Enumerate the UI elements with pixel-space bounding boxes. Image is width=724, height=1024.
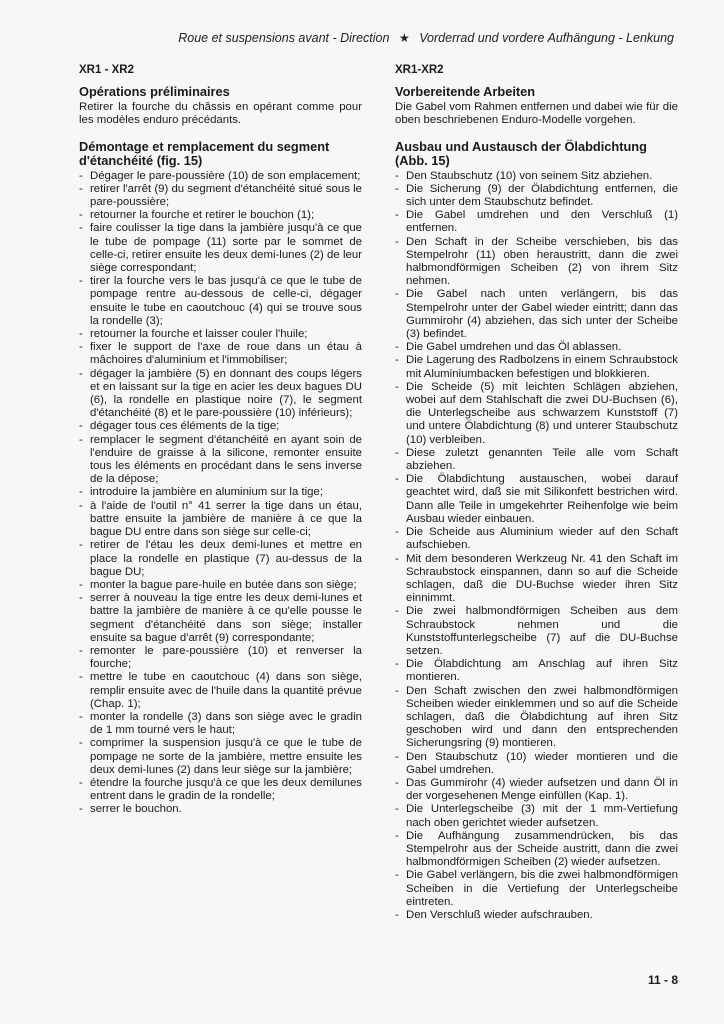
model-heading: XR1 - XR2 bbox=[79, 64, 134, 76]
list-item: - serrer à nouveau la tige entre les deux demi-lunes et battre la jambière de manière à ce qu'elle pousse le segment d'étanchéité dans son siège; installer ensuite sa bague d'arrêt (9) correspondante; bbox=[79, 592, 362, 645]
list-item: - comprimer la suspension jusqu'à ce que le tube de pompage ne sorte de la jambière, mettre ensuite les deux demi-lunes (2) dans leur siège sur la jambière; bbox=[79, 737, 362, 777]
list-item: - Die Gabel nach unten verlängern, bis das Stempelrohr unter der Gabel wieder eintritt; dann das Gummirohr (4) abziehen, das sich unter der Scheibe (3) befindet. bbox=[395, 288, 678, 341]
step-list bbox=[395, 170, 678, 923]
list-item: - dégager la jambière (5) en donnant des coups légers et en laissant sur la tige en acier les deux bagues DU (6), la rondelle en plastique noire (7), le segment d'étanchéité (8) et le pare-poussière (10) inférieurs); bbox=[79, 368, 362, 421]
section-text-preliminary: Die Gabel vom Rahmen entfernen und dabei wie für die oben beschriebenen Enduro-Modelle vorgehen. bbox=[395, 101, 678, 127]
list-item: - monter la rondelle (3) dans son siège avec le gradin de 1 mm tourné vers le haut; bbox=[79, 711, 362, 737]
section-title-dismantling: Ausbau und Austausch der Ölabdichtung (Abb. 15) bbox=[395, 138, 647, 168]
list-item: - introduire la jambière en aluminium sur la tige; bbox=[79, 486, 362, 499]
list-item: - Den Staubschutz (10) wieder montieren und die Gabel umdrehen. bbox=[395, 751, 678, 777]
list-item: - Die Ölabdichtung am Anschlag auf ihren Sitz montieren. bbox=[395, 658, 678, 684]
list-item: - Den Schaft zwischen den zwei halbmondförmigen Scheiben wieder einklemmen und so auf die Scheide schlagen, daß die Ölabdichtung auf ihren Sitz geschoben wird und dann den entsprechenden Sicherungsring (9) montieren. bbox=[395, 685, 678, 751]
list-item: - retourner la fourche et retirer le bouchon (1); bbox=[79, 209, 362, 222]
list-item: - Den Staubschutz (10) von seinem Sitz abziehen. bbox=[395, 170, 678, 183]
list-item: - Die Scheide (5) mit leichten Schlägen abziehen, wobei auf dem Stahlschaft die zwei DU-Buchsen (6), die Unterlegscheibe aus schwarzem Kunststoff (7) und untere Ölabdichtung (8) und unterer Staubschutz (10) verbleiben. bbox=[395, 381, 678, 447]
star-separator-icon: ★ bbox=[398, 31, 410, 45]
list-item: - Dégager le pare-poussière (10) de son emplacement; bbox=[79, 170, 362, 183]
list-item: - Die Gabel verlängern, bis die zwei halbmondförmigen Scheiben in die Vertiefung der Unterlegscheibe eintreten. bbox=[395, 869, 678, 909]
list-item: - serrer le bouchon. bbox=[79, 803, 362, 816]
list-item: - Das Gummirohr (4) wieder aufsetzen und dann Öl in der vorgesehenen Menge einfüllen (Kap. 1). bbox=[395, 777, 678, 803]
list-item: - à l'aide de l'outil n° 41 serrer la tige dans un étau, battre ensuite la jambière de manière à ce que la bague DU entre dans son siège sur celle-ci; bbox=[79, 500, 362, 540]
list-item: - fixer le support de l'axe de roue dans un étau à mâchoires d'aluminium et l'immobiliser; bbox=[79, 341, 362, 367]
list-item: - Den Verschluß wieder aufschrauben. bbox=[395, 909, 678, 922]
list-item: - Mit dem besonderen Werkzeug Nr. 41 den Schaft im Schraubstock einspannen, dann so auf die Scheide schlagen, daß die DU-Buchse wieder ihren Sitz einnimmt. bbox=[395, 553, 678, 606]
page-number: 11 - 8 bbox=[647, 973, 678, 987]
section-title-dismantling: Démontage et remplacement du segment d'étanchéité (fig. 15) bbox=[79, 138, 330, 168]
list-item: - retourner la fourche et laisser couler l'huile; bbox=[79, 328, 362, 341]
list-item: - mettre le tube en caoutchouc (4) dans son siège, remplir ensuite avec de l'huile dans la quantité prévue (Chap. 1); bbox=[79, 671, 362, 711]
list-item: - Die Unterlegscheibe (3) mit der 1 mm-Vertiefung nach oben gerichtet wieder aufsetzen. bbox=[395, 803, 678, 829]
list-item: - monter la bague pare-huile en butée dans son siège; bbox=[79, 579, 362, 592]
section-text-preliminary: Retirer la fourche du châssis en opérant comme pour les modèles enduro précédants. bbox=[79, 101, 362, 127]
list-item: - Die Aufhängung zusammendrücken, bis das Stempelrohr aus der Scheide austritt, dann die zwei halbmondförmigen Scheiben (2) wieder aufsetzen. bbox=[395, 830, 678, 870]
list-item: - Die Ölabdichtung austauschen, wobei darauf geachtet wird, daß sie mit Silikonfett bestrichen wird. Dann alle Teile in umgekehrter Reihenfolge wie beim Ausbau wieder einbauen. bbox=[395, 473, 678, 526]
list-item: - remplacer le segment d'étanchéité en ayant soin de l'enduire de graisse à la silicone, remonter ensuite tous les éléments en procédant dans le sens inverse de la dépose; bbox=[79, 434, 362, 487]
section-title-preliminary: Opérations préliminaires bbox=[79, 84, 230, 100]
french-column bbox=[79, 64, 362, 817]
list-item: - faire coulisser la tige dans la jambière jusqu'à ce que le tube de pompage (11) sorte par le sommet de celle-ci, retirer ensuite les deux demi-lunes (2) de leur siège correspondant; bbox=[79, 222, 362, 275]
header-left: Roue et suspensions avant - Direction bbox=[178, 31, 390, 45]
list-item: - Die Sicherung (9) der Ölabdichtung entfernen, die sich unter dem Staubschutz befindet. bbox=[395, 183, 678, 209]
list-item: - Die Gabel umdrehen und den Verschluß (1) entfernen. bbox=[395, 209, 678, 235]
list-item: - remonter le pare-poussière (10) et renverser la fourche; bbox=[79, 645, 362, 671]
list-item: - retirer de l'étau les deux demi-lunes et mettre en place la rondelle en plastique (7) au-dessus de la bague DU; bbox=[79, 539, 362, 579]
running-header bbox=[178, 31, 674, 45]
list-item: - Die Lagerung des Radbolzens in einem Schraubstock mit Aluminiumbacken befestigen und blokkieren. bbox=[395, 354, 678, 380]
section-title-preliminary: Vorbereitende Arbeiten bbox=[395, 84, 536, 100]
list-item: - Den Schaft in der Scheibe verschieben, bis das Stempelrohr (11) oben heraustritt, dann die zwei halbmondförmigen Scheiben (2) von ihrem Sitz nehmen. bbox=[395, 236, 678, 289]
list-item: - Die Scheide aus Aluminium wieder auf den Schaft aufschieben. bbox=[395, 526, 678, 552]
list-item: - Die Gabel umdrehen und das Öl ablassen. bbox=[395, 341, 678, 354]
list-item: - tirer la fourche vers le bas jusqu'à ce que le tube de pompage rentre au-dessous de celle-ci, dégager ensuite le tube en caoutchouc (4) qui se trouve sous la rondelle (3); bbox=[79, 275, 362, 328]
list-item: - étendre la fourche jusqu'à ce que les deux demilunes entrent dans le gradin de la rondelle; bbox=[79, 777, 362, 803]
german-column bbox=[395, 64, 678, 922]
list-item: - Diese zuletzt genannten Teile alle vom Schaft abziehen. bbox=[395, 447, 678, 473]
header-right: Vorderrad und vordere Aufhängung - Lenkung bbox=[419, 31, 674, 45]
step-list bbox=[79, 170, 362, 817]
list-item: - Die zwei halbmondförmigen Scheiben aus dem Schraubstock nehmen und die Kunststoffunterlegscheibe (7) auf die DU-Buchse setzen. bbox=[395, 605, 678, 658]
list-item: - retirer l'arrêt (9) du segment d'étanchéité situé sous le pare-poussière; bbox=[79, 183, 362, 209]
model-heading: XR1-XR2 bbox=[395, 64, 444, 76]
list-item: - dégager tous ces éléments de la tige; bbox=[79, 420, 362, 433]
